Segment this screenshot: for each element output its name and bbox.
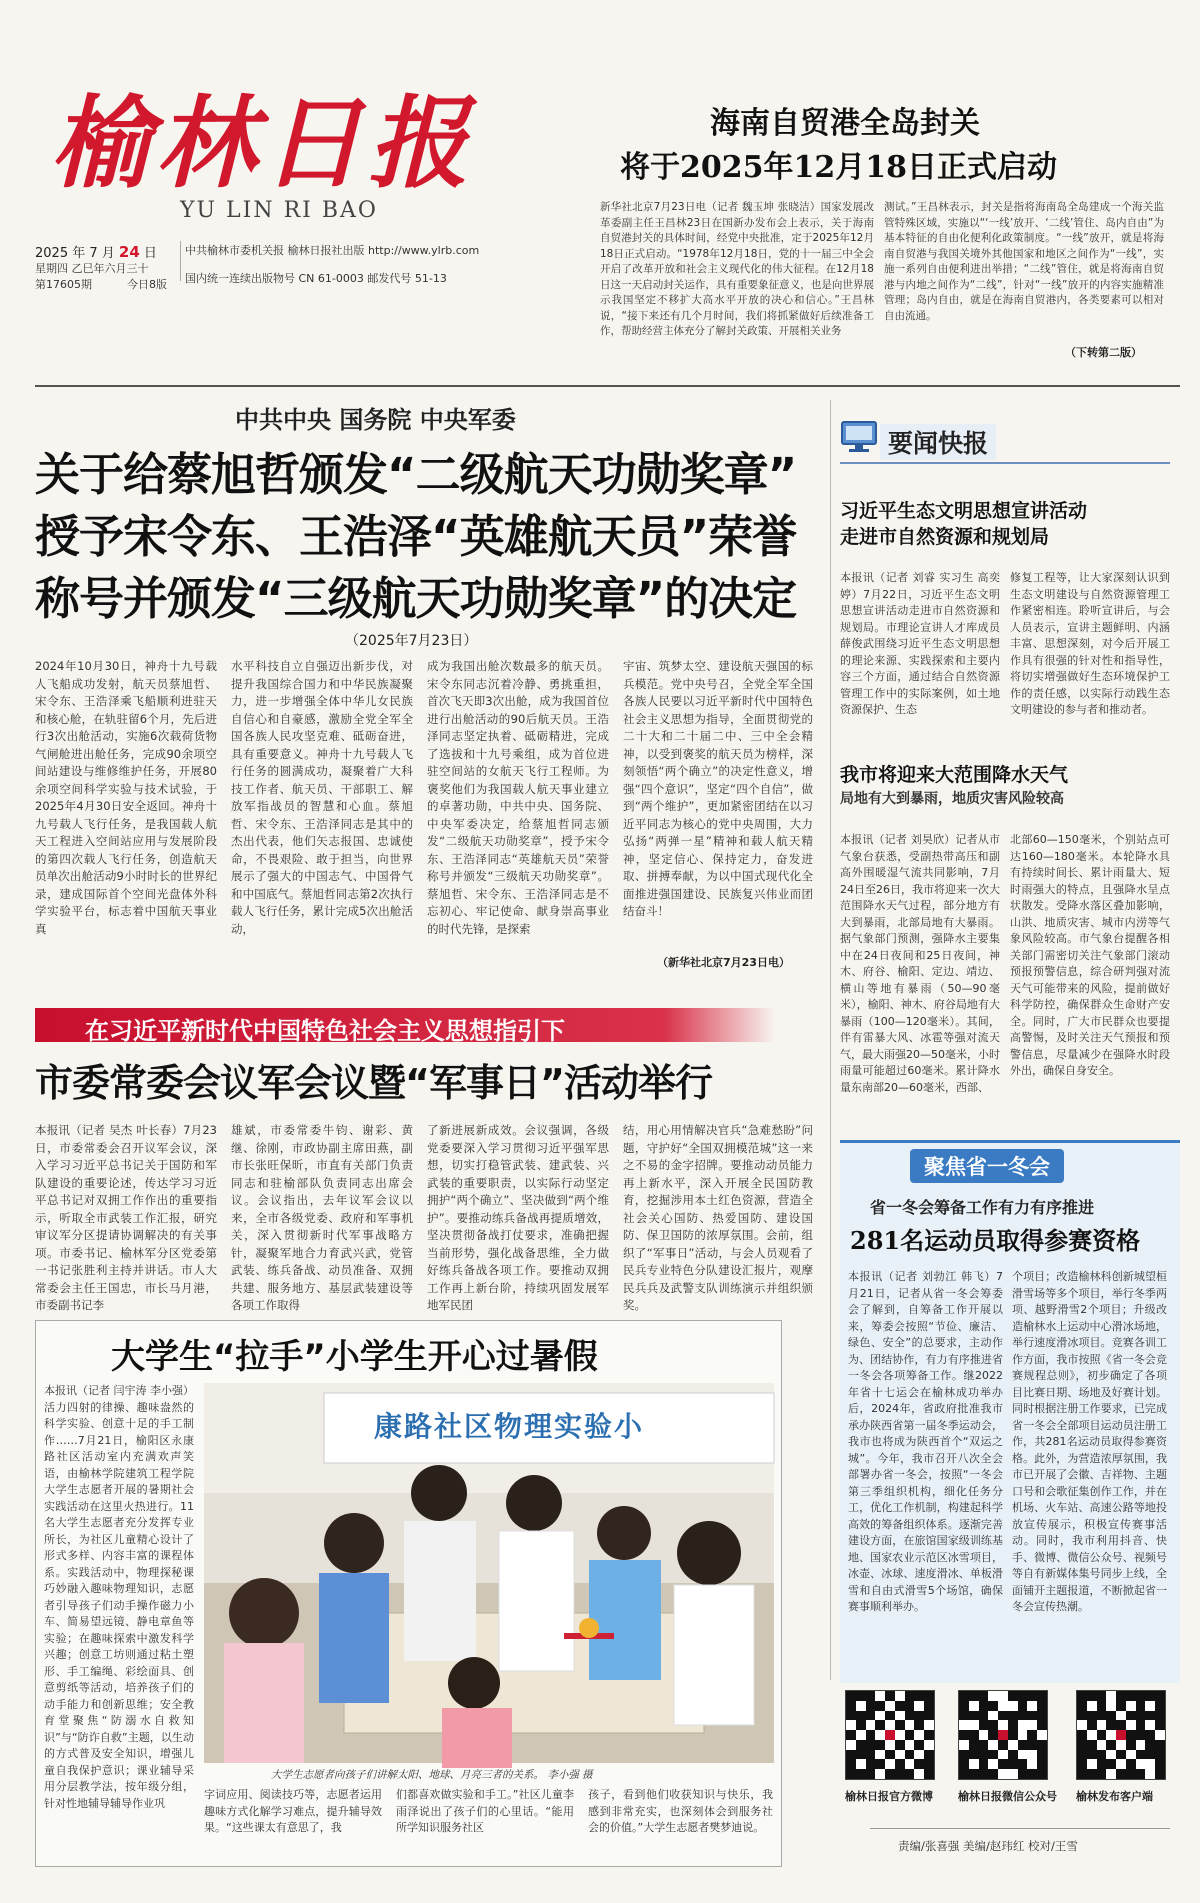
photo-wall-sign: 康路社区物理实验小	[374, 1410, 645, 1443]
date-day: 24	[118, 243, 140, 261]
lead-col-3: 成为我国出舱次数最多的航天员。宋令东同志沉着冷静、勇挑重担，首次飞天即3次出舱，成为我国首位进行出舱活动的90后航天员。王浩泽同志坚定执着、砥砺精进，完成了选拔和十九号乘组，成为首位进驻空间站的女航天飞行工程师。为褒奖他们为我国载人航天事业建立的卓著功勋，中共中央、国务院、中央军委决定，给蔡旭哲同志颁发“二级航天功勋奖章”，授予宋令东、王浩泽同志“英雄航天员”荣誉称号并颁发“三级航天功勋奖章”。蔡旭哲、宋令东、王浩泽同志是不忘初心、牢记使命、献身崇高事业的时代先锋，是探索	[427, 659, 609, 936]
summer-col-3: 们都喜欢做实验和手工。”社区儿童李雨泽说出了孩子们的心里话。“能用所学知识服务社区	[396, 1788, 574, 1834]
summer-col-1: 本报讯（记者 闫宇涛 李小强）活力四射的律操、趣味盎然的科学实验、创意十足的手工制作……7月21日，榆阳区永康路社区活动室内充满欢声笑语，由榆林学院建筑工程学院大学生志愿者开展的暑期社会实践活动在这里火热进行。11名大学生志愿者充分发挥专业所长，为社区儿童精心设计了形式多样、内容丰富的课程体系。实践活动中，物理探秘课巧妙融入趣味物理知识，志愿者引导孩子们动手操作磁力小车、简易望远镜、静电章鱼等实验；在趣味探索中激发科学兴趣；创意工坊则通过粘土塑形、手工编绳、彩绘面具、创意剪纸等活动，培养孩子们的动手能力和创新思维；安全教育堂聚焦“防溺水自救知识”与“防诈自救”主题，以生动的方式普及安全知识，增强儿童自我保护意识；课业辅导采用分层教学法，按年级分组，针对性地辅导辅导作业巩	[44, 1384, 194, 1810]
qr-label-weibo: 榆林日报官方微博	[845, 1790, 933, 1803]
cn-number: 国内统一连续出版物号 CN 61-0003 邮发代号 51-13	[185, 272, 447, 285]
photo-caption: 大学生志愿者向孩子们讲解太阳、地球、月亮三者的关系。 李小强 摄	[271, 1769, 593, 1781]
summer-col-2: 字词应用、阅读技巧等，志愿者运用趣味方式化解学习难点，提升辅导效果。“这些课太有意思了，我	[204, 1788, 382, 1834]
military-col-1: 本报讯（记者 吴杰 叶长春）7月23日，市委常委会召开议军会议，深入学习习近平总书记关于国防和军队建设的重要论述，传达学习习近平总书记对双拥工作作出的重要指示，听取全市武装工作汇报，研究审议军分区提请协调解决的有关事项。市委书记、榆林军分区党委第一书记张胜利主持并讲话。市人大常委会主任王国忠，市长马月港，市委副书记李	[35, 1123, 217, 1312]
focus-col-2: 个项目；改造榆林科创新城望桓滑雪场等多个项目，举行冬季两项、越野滑雪2个项目；升级改造榆林水上运动中心滑冰场地，举行速度滑冰项目。竞赛各训工作方面，我市按照《省一冬会竞赛规程总则》，初步确定了各项目比赛日期、场地及好赛计划。同时根据注册工作要求，已完成省一冬会全部项目运动员注册工作，共281名运动员取得参赛资格。此外，为营造浓厚氛围，我市已开展了会徽、吉祥物、主题口号和会歌征集创作工作，并在机场、火车站、高速公路等地投放宣传展示，积极宣传赛事活动。同时，我市利用抖音、快手、微博、微信公众号、视频号等自有新媒体集号同步上线，全面铺开主题报道，不断掀起省一冬会宣传热潮。	[1012, 1270, 1167, 1613]
issue-date	[35, 242, 157, 261]
top-story-col-2: 测试。”王昌林表示，封关是指将海南岛全岛建成一个海关监管特殊区域，实施以“‘一线’放开、‘二线’管住、岛内自由”为基本特征的自由化便利化政策制度。“一线”放开，就是将海南自贸港与我国关境外其他国家和地区之间作为“一线”，实施一系列自由便利进出举措；“二线”管住，就是将海南自贸港与内地之间作为“二线”，针对“一线”放开的内容实施精准管理；岛内自由，就是在海南自贸港内，各类要素可以相对自由流通。	[884, 201, 1164, 322]
brief-2-subtitle: 局地有大到暴雨，地质灾害风险较高	[840, 791, 1064, 807]
qr-wechat[interactable]	[958, 1690, 1057, 1804]
page-count: 今日8版	[127, 278, 167, 291]
qr-weibo[interactable]	[845, 1690, 935, 1804]
editor-rule	[870, 1828, 1170, 1829]
military-title: 市委常委会议军会议暨“军事日”活动举行	[35, 1061, 712, 1105]
news-brief-rule	[840, 462, 1170, 464]
military-col-3: 了新进展新成效。会议强调，各级党委要深入学习贯彻习近平强军思想，切实打稳管武装、建武装、兴武装的重要职责，以实际行动坚定拥护“两个确立”、坚决做到“两个维护”。要推动练兵备战再提质增效，坚决贯彻备战打仗要求，准确把握当前形势，强化战备思维，全力做好练兵备战各项工作。要推动双拥工作再上新台阶，持续巩固发展军地军民团	[427, 1123, 609, 1312]
qr-label-app: 榆林发布客户端	[1076, 1790, 1153, 1803]
lead-col-2: 水平科技自立自强迈出新步伐，对提升我国综合国力和中华民族凝聚力，进一步增强全体中华儿女民族自信心和自豪感，激励全党全军全国各族人民攻坚克难、砥砺奋进，具有重要意义。神舟十九号载人飞行任务的圆满成功，凝聚着广大科技工作者、航天员、干部职工、解放军指战员的智慧和心血。蔡旭哲、宋令东、王浩泽同志是其中的杰出代表，他们矢志报国、忠诚使命，不畏艰险、敢于担当，向世界展示了强大的中国志气、中国骨气和中国底气。蔡旭哲同志第2次执行载人飞行任务，累计完成5次出舱活动，	[231, 659, 413, 936]
news-brief-header: 要闻快报	[880, 424, 996, 460]
brief-1-title-2: 走进市自然资源和规划局	[840, 526, 1050, 548]
lead-kicker: 中共中央 国务院 中央军委	[235, 405, 516, 434]
top-story-title-2: 将于2025年12月18日正式启动	[620, 150, 1057, 185]
masthead	[35, 80, 545, 291]
news-brief	[840, 410, 1180, 1170]
brief-1-title-1: 习近平生态文明思想宣讲活动	[840, 500, 1088, 522]
focus-title-2: 281名运动员取得参赛资格	[850, 1226, 1141, 1255]
focus-box	[840, 1140, 1180, 1683]
continued-note: （下转第二版）	[1065, 346, 1142, 359]
lead-credit: （新华社北京7月23日电）	[657, 956, 790, 969]
focus-header: 聚焦省一冬会	[910, 1149, 1064, 1183]
theme-banner-text: 在习近平新时代中国特色社会主义思想指引下	[85, 1017, 565, 1045]
lead-col-1: 2024年10月30日，神舟十九号载人飞船成功发射，航天员蔡旭哲、宋令东、王浩泽乘飞船顺利进驻天和核心舱，在轨驻留6个月，先后进行3次出舱活动，实施6次载荷货物气闸舱进出舱任务，完成90余项空间站建设与维修维护任务，开展80余项空间科学实验与技术试验，于2025年4月30日安全返回。神舟十九号载人飞行任务，是我国载人航天工程进入空间站应用与发展阶段的第四次载人飞行任务，创造航天员单次出舱活动9小时时长的世界纪录，建成国际首个空间光盘体外科学实验平台，标志着中国航天事业真	[35, 659, 217, 936]
brief-2-col-2: 北部60—150毫米，个别站点可达160—180毫米。本轮降水具有持续时间长、累计雨量大、短时雨强大的特点，且强降水呈点状散发。受降水落区叠加影响，山洪、地质灾害、城市内涝等气象风险较高。市气象台提醒各相关部门需密切关注气象部门滚动预报预警信息，综合研判强对流天气可能带来的风险，提前做好科学防控，确保群众生命财产安全。同时，广大市民群众也要提高警惕，及时关注天气预报和预警信息，尽量减少在强降水时段外出，确保自身安全。	[1010, 833, 1170, 1077]
qr-section	[840, 1690, 1180, 1820]
top-story-col-1: 新华社北京7月23日电（记者 魏玉坤 张晓洁）国家发展改革委副主任王昌林23日在国新办发布会上表示，关于海南自贸港封关的具体时间，经党中央批准，定于2025年12月18日正式启动。“1978年12月18日，党的十一届三中全会开启了改革开放和社会主义现代化的伟大征程。在12月18日这一天启动封关运作，具有重要象征意义，也是向世界展示我国坚定不移扩大高水平开放的决心和信心。”王昌林说，“接下来还有几个月时间，我们将抓紧做好后续准备工作，帮助经营主体充分了解封关政策、开展相关业务	[600, 201, 874, 337]
theme-banner	[35, 1008, 775, 1045]
qr-label-wechat: 榆林日报微信公众号	[958, 1790, 1057, 1803]
top-divider	[35, 385, 1180, 387]
publisher-line: 中共榆林市委机关报 榆林日报社出版 http://www.ylrb.com	[185, 244, 480, 257]
summer-article	[35, 1320, 782, 1867]
brief-1-col-2: 修复工程等，让大家深刻认识到生态文明建设与自然资源管理工作紧密相连。聆听宣讲后，与会人员表示，宣讲主题鲜明、内涵丰富、思想深刻，对今后开展工作具有很强的针对性和指导性，将切实增强做好生态环境保护工作的责任感，以实际行动践生态文明建设的参与者和推动者。	[1010, 571, 1170, 716]
lead-title-3: 称号并颁发“三级航天功勋奖章”的决定	[35, 572, 797, 625]
qr-code-icon	[1076, 1690, 1166, 1780]
qr-code-icon	[958, 1690, 1048, 1780]
top-story-title-1: 海南自贸港全岛封关	[710, 106, 980, 141]
weekday-lunar: 星期四 乙巳年六月三十	[35, 262, 149, 275]
date-suffix: 日	[143, 246, 157, 261]
brief-2-col-1: 本报讯（记者 刘昊欣）记者从市气象台获悉，受副热带高压和副高外围暖湿气流共同影响，7月24日至26日，我市将迎来一次大范围降水天气过程，部分地方有大到暴雨，北部局地有大暴雨。据气象部门预测，强降水主要集中在24日夜间和25日夜间，神木、府谷、榆阳、定边、靖边、横山等地有暴雨（50—90毫米），榆阳、神木、府谷局地有大暴雨（100—120毫米）。其间，伴有雷暴大风、冰雹等强对流天气，最大雨强20—50毫米，小时雨量可能超过60毫米。累计降水量东南部20—60毫米，西部、	[840, 833, 1000, 1094]
military-col-2: 雄斌，市委常委牛钧、谢彩、黄继、徐刚，市政协副主席田燕，副市长张旺保昕，市直有关部门负责同志和驻榆部队负责同志出席会议。会议指出，去年议军会议以来，全市各级党委、政府和军事机关，深入贯彻新时代军事战略方针，凝聚军地合力育武兴武，党管武装、练兵备战、动员准备、双拥共建、服务地方、基层武装建设等各项工作取得	[231, 1123, 413, 1312]
qr-code-icon	[845, 1690, 935, 1780]
military-col-4: 结，用心用情解决官兵“急难愁盼”问题，守护好“全国双拥模范城”这一来之不易的金字招牌。要推动动员能力再上新水平，深入开展全民国防教育，挖掘涉用本土红色资源，营造全社会关心国防、热爱国防、建设国防、保卫国防的浓厚氛围。会前，组织了“军事日”活动，与会人员观看了民兵专业特色分队建设汇报片，观摩民兵兵及武警支队训练演示并组织颁奖。	[623, 1123, 813, 1312]
masthead-pinyin: YU LIN RI BAO	[180, 198, 378, 223]
summer-photo	[204, 1383, 774, 1763]
column-divider	[830, 400, 831, 1680]
summer-col-4: 孩子，看到他们收获知识与快乐，我感到非常充实，也深刻体会到服务社会的价值。”大学生志愿者樊梦迪说。	[588, 1788, 773, 1834]
summer-title: 大学生“拉手”小学生开心过暑假	[111, 1337, 598, 1377]
masthead-title: 榆林日报	[50, 84, 474, 202]
focus-title-1: 省一冬会筹备工作有力有序推进	[870, 1198, 1095, 1217]
monitor-icon	[840, 420, 880, 454]
military-article	[35, 1052, 825, 1312]
top-story	[600, 90, 1180, 360]
lead-date: （2025年7月23日）	[345, 633, 478, 649]
lead-article	[35, 400, 825, 990]
masthead-divider	[180, 241, 181, 281]
brief-2-title: 我市将迎来大范围降水天气	[840, 764, 1069, 786]
qr-app[interactable]	[1076, 1690, 1166, 1804]
editor-credits: 责编/张喜强 美编/赵玮红 校对/王雪	[898, 1839, 1078, 1853]
lead-col-4: 宇宙、筑梦太空、建设航天强国的标兵模范。党中央号召，全党全军全国各族人民要以习近平新时代中国特色社会主义思想为指导，全面贯彻党的二十大和二十届二中、三中全会精神，以受到褒奖的航天员为榜样，深刻领悟“两个确立”的决定性意义，增强“四个意识”，坚定“四个自信”，做到“两个维护”，更加紧密团结在以习近平同志为核心的党中央周围，大力弘扬“两弹一星”精神和载人航天精神，坚定信心、保持定力，奋发进取、拼搏奉献，为以中国式现代化全面推进强国建设、民族复兴伟业而团结奋斗！	[623, 659, 813, 918]
date-prefix: 2025 年 7 月	[35, 246, 115, 261]
issue-number: 第17605期	[35, 278, 92, 291]
brief-1-col-1: 本报讯（记者 刘睿 实习生 高奕婷）7月22日，习近平生态文明思想宣讲活动走进市自然资源和规划局。市理论宣讲人才库成员薛俊武围绕习近平生态文明思想的理论来源、实践探索和主要内容三个方面，通过结合自然资源管理工作中的实际案例，如土地资源保护、生态	[840, 571, 1000, 716]
lead-title-2: 授予宋令东、王浩泽“英雄航天员”荣誉	[35, 510, 797, 563]
focus-col-1: 本报讯（记者 刘勃江 韩飞）7月21日，记者从省一冬会筹委会了解到，自筹备工作开展以来，筹委会按照“节俭、廉洁、绿色、安全”的总要求，主动作为、团结协作，有力有序推进省一冬会各项筹备工作。继2022年省十七运会在榆林成功举办后，2024年，省政府批准我市承办陕西省第一届冬季运动会，我市也将成为陕西首个“双运之城”。今年，我市召开八次全会部署办省一冬会，按照“一冬会第三季组织机构，细化任务分工，优化工作机制，构建起科学高效的筹备组织体系。逐渐完善建设方面，在旅馆国家级训练基地、国家农业示范区冰雪项目，冰壶、冰球、速度滑冰、单板滑雪和自由式滑雪5个场馆，确保赛事顺利举办。	[848, 1270, 1003, 1613]
lead-title-1: 关于给蔡旭哲颁发“二级航天功勋奖章”	[35, 448, 797, 501]
